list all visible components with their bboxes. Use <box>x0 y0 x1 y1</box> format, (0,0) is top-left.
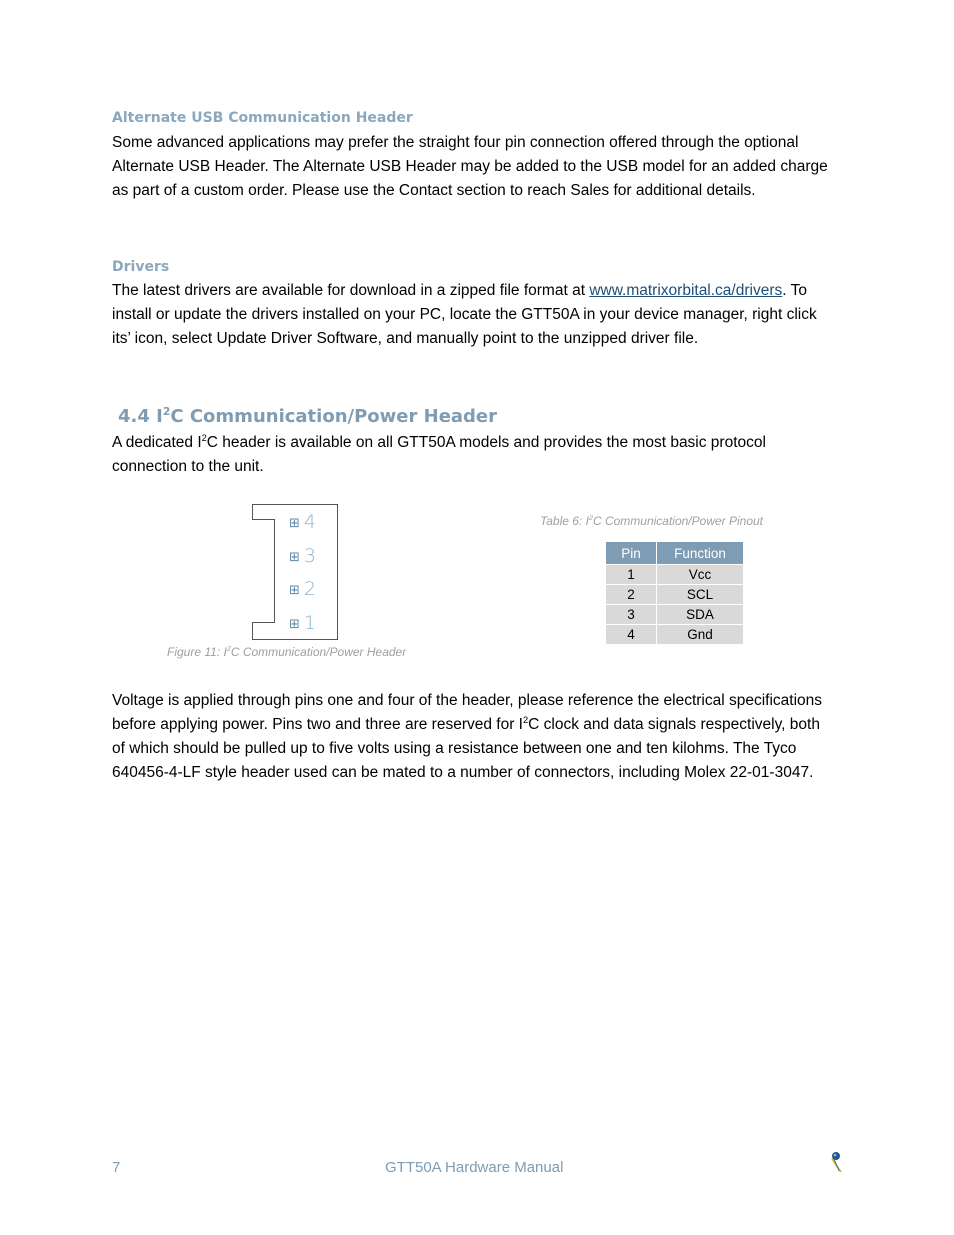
voltage-line-4: 640456-4-LF style header used can be mated to a number of connectors, including Molex 22-01-3047. <box>112 764 814 781</box>
i2c-intro-paragraph <box>112 431 847 479</box>
figure-caption-pre: Figure 11: I <box>167 645 227 659</box>
cell-function: SDA <box>657 605 744 625</box>
cell-pin: 1 <box>606 565 657 585</box>
pin-label: 4 <box>303 511 316 533</box>
figure-caption-sup: 2 <box>226 644 231 653</box>
i2c-intro-post: C header is available on all GTT50A models and provides the most basic protocol <box>206 434 766 451</box>
table-row <box>606 565 744 585</box>
table-caption-sup: 2 <box>588 513 593 522</box>
alt-usb-line-1: Some advanced applications may prefer the straight four pin connection offered through the optional <box>112 134 799 151</box>
i2c-title-suffix: C Communication/Power Header <box>170 406 498 427</box>
alt-usb-line-3: as part of a custom order. Please use the Contact section to reach Sales for additional details. <box>112 182 756 199</box>
table-row <box>606 605 744 625</box>
cell-function: Vcc <box>657 565 744 585</box>
voltage-line-2 <box>112 713 847 737</box>
i2c-intro-sup: 2 <box>201 432 207 443</box>
pin-2 <box>289 580 316 599</box>
header-pin: Pin <box>606 542 657 565</box>
drivers-line-3: its’ icon, select Update Driver Software, and manually point to the unzipped driver file. <box>112 330 699 347</box>
table-caption <box>540 514 763 528</box>
voltage-line-2-sup: 2 <box>523 714 529 725</box>
drivers-heading: Drivers <box>112 259 170 275</box>
table-row <box>606 625 744 645</box>
cell-pin: 2 <box>606 585 657 605</box>
i2c-title-sup: 2 <box>162 405 171 418</box>
table-row <box>606 585 744 605</box>
drivers-line-1 <box>112 279 847 303</box>
drivers-line-1-end: . To <box>782 282 807 299</box>
cell-function: SCL <box>657 585 744 605</box>
pin-square-icon: ⊞ <box>289 582 300 597</box>
i2c-title-prefix: 4.4 I <box>118 406 163 427</box>
pin-label: 1 <box>303 612 316 634</box>
figure-caption-post: C Communication/Power Header <box>230 645 407 659</box>
pinout-table <box>605 541 744 645</box>
cell-function: Gnd <box>657 625 744 645</box>
alt-usb-paragraph <box>112 131 847 203</box>
pin-label: 3 <box>303 545 316 567</box>
drivers-paragraph <box>112 279 847 351</box>
pin-4 <box>289 513 316 532</box>
i2c-section-title <box>118 406 497 427</box>
voltage-line-3: of which should be pulled up to five volts using a resistance between one and ten kilohms. The Tyco <box>112 740 797 757</box>
figure-caption <box>167 645 406 659</box>
connector-notch <box>252 519 275 623</box>
cell-pin: 3 <box>606 605 657 625</box>
table-caption-post: C Communication/Power Pinout <box>592 514 764 528</box>
alt-usb-line-2: Alternate USB Header. The Alternate USB Header may be added to the USB model for an added charge <box>112 158 828 175</box>
pin-square-icon: ⊞ <box>289 515 300 530</box>
drivers-line-1-text: The latest drivers are available for download in a zipped file format at <box>112 282 590 299</box>
drivers-line-2: install or update the drivers installed on your PC, locate the GTT50A in your device manager, right click <box>112 306 817 323</box>
i2c-intro-line-2: connection to the unit. <box>112 458 264 475</box>
voltage-line-2-post: C clock and data signals respectively, both <box>528 716 820 733</box>
header-function: Function <box>657 542 744 565</box>
alt-usb-heading: Alternate USB Communication Header <box>112 110 413 126</box>
footer-title: GTT50A Hardware Manual <box>385 1159 564 1176</box>
pin-label: 2 <box>303 578 316 600</box>
page-number: 7 <box>112 1159 121 1176</box>
voltage-line-2-pre: before applying power. Pins two and three are reserved for I <box>112 716 523 733</box>
i2c-intro-pre: A dedicated I <box>112 434 202 451</box>
i2c-intro-line-1 <box>112 431 847 455</box>
pin-3 <box>289 547 316 566</box>
drivers-link[interactable]: www.matrixorbital.ca/drivers <box>589 282 783 299</box>
table-caption-pre: Table 6: I <box>540 514 589 528</box>
matrix-orbital-logo-icon <box>826 1150 846 1174</box>
cell-pin: 4 <box>606 625 657 645</box>
pin-square-icon: ⊞ <box>289 616 300 631</box>
pin-1 <box>289 614 316 633</box>
voltage-line-1: Voltage is applied through pins one and four of the header, please reference the electrical specifications <box>112 692 823 709</box>
pin-square-icon: ⊞ <box>289 549 300 564</box>
voltage-paragraph <box>112 689 847 785</box>
i2c-header-figure <box>252 504 338 640</box>
table-header-row <box>606 542 744 565</box>
